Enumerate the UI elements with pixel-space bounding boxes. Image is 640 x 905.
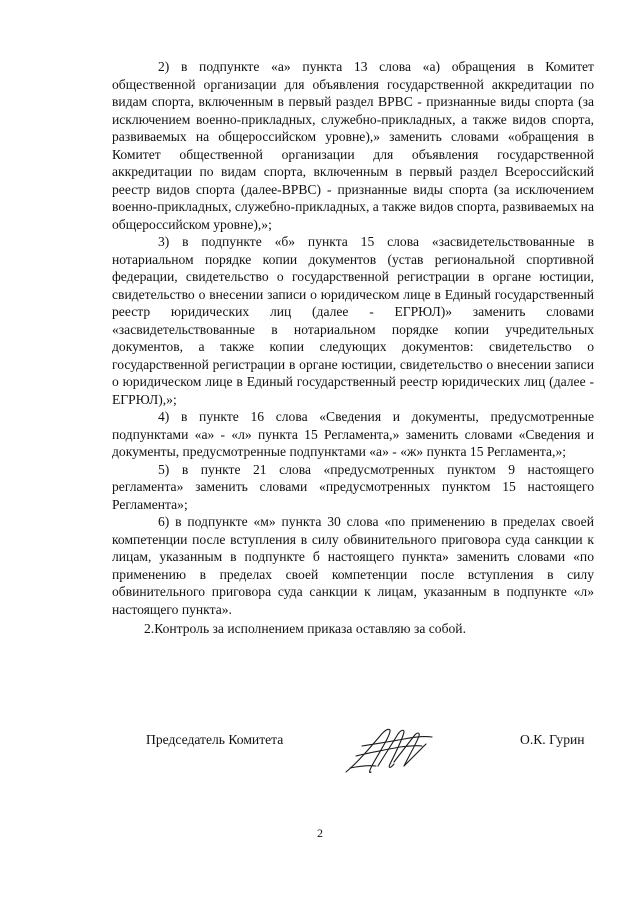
amendment-paragraph-4: 4) в пункте 16 слова «Сведения и документы, предусмотренные подпунктами «а» - «л» пункта 15 Регламента,» заменить словами «Сведения и документы, предусмотренные подпунктами «а» - «ж» пункта 15 Регламента,»;: [112, 409, 594, 459]
signatory-name: О.К. Гурин: [520, 732, 585, 747]
closing-clause: 2.Контроль за исполнением приказа оставляю за собой.: [144, 621, 466, 636]
amendment-paragraph-5: 5) в пункте 21 слова «предусмотренных пунктом 9 настоящего регламента» заменить словами «предусмотренных пунктом 15 настоящего Регламента»;: [112, 461, 594, 512]
signatory-title: Председатель Комитета: [146, 732, 284, 747]
document-body: [112, 58, 594, 638]
amendment-paragraph-3: 3) в подпункте «б» пункта 15 слова «засвидетельствованные в нотариальном порядке копии документов (устав региональной спортивной федерации, свидетельство о государственной регистрации в органе юстиции, свидетельство о внесении записи о юридическом лице в Единый государственный реестр юридических лиц (далее - ЕГРЮЛ)» заменить словами «засвидетельствованные в нотариальном порядке копии учредительных документов, а также копии следующих документов: свидетельство о государственной регистрации в органе юстиции, свидетельство о внесении записи о юридическом лице в Единый государственный реестр юридических лиц (далее - ЕГРЮЛ),»;: [112, 234, 594, 407]
page-number: 2: [317, 826, 323, 840]
handwritten-signature: [338, 722, 438, 780]
signature-block: [0, 722, 640, 782]
amendment-paragraph-6: 6) в подпункте «м» пункта 30 слова «по применению в пределах своей компетенции после вступления в силу обвинительного приговора суда санкции к лицам, указанным в подпункте б настоящего пункта» заменить словами «по применению в пределах своей компетенции после вступления в силу обвинительного приговора суда санкции к лицам, указанным в подпункте «л» настоящего пункта».: [112, 514, 594, 617]
amendment-paragraph-2: 2) в подпункте «а» пункта 13 слова «а) обращения в Комитет общественной организации для объявления государственной аккредитации по видам спорта, включенным в первый раздел ВРВС - признанные виды спорта (за исключением военно-прикладных, служебно-прикладных, а также видов спорта, развиваемых на общероссийском уровне),» заменить словами «обращения в Комитет общественной организации для объявления государственной аккредитации по видам спорта, включенным в первый раздел Всероссийский реестр видов спорта (далее-ВРВС) - признанные виды спорта (за исключением военно-прикладных, служебно-прикладных, а также видов спорта, развиваемых на общероссийском уровне),»;: [112, 59, 594, 232]
